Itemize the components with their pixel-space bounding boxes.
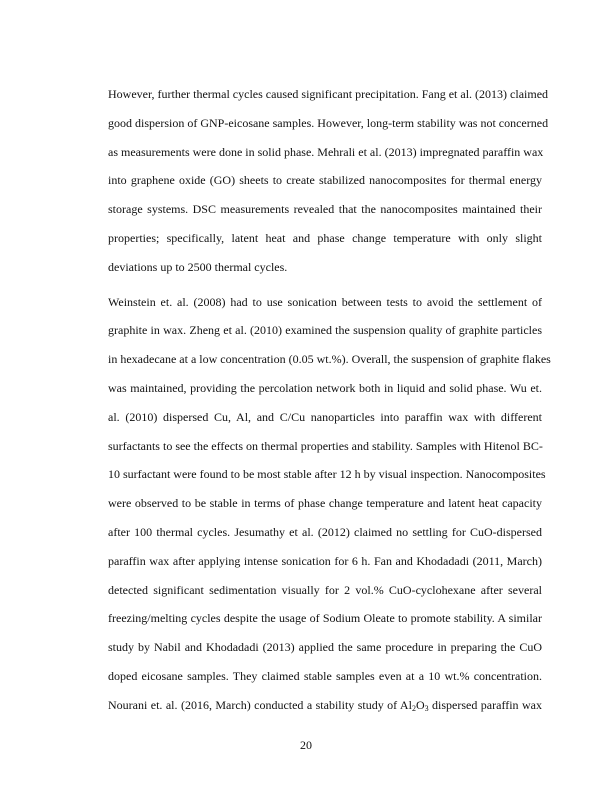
text-segment: Nourani et. al. (2016, March) conducted a stability study of Al (108, 697, 412, 712)
text-line: good dispersion of GNP-eicosane samples. However, long-term stability was not concerned (108, 115, 549, 130)
page-number: 20 (300, 738, 312, 752)
text-line: after 100 thermal cycles. Jesumathy et al. (2012) claimed no settling for CuO-dispersed (108, 524, 542, 539)
text-segment: dispersed paraffin wax (428, 697, 542, 712)
text-line: al. (2010) dispersed Cu, Al, and C/Cu nanoparticles into paraffin wax with different (108, 409, 542, 424)
text-line: storage systems. DSC measurements revealed that the nanocomposites maintained their (108, 202, 542, 217)
text-line: detected significant sedimentation visually for 2 vol.% CuO-cyclohexane after several (108, 582, 542, 597)
text-line: doped eicosane samples. They claimed stable samples even at a 10 wt.% concentration. (108, 668, 542, 683)
text-line: However, further thermal cycles caused significant precipitation. Fang et al. (2013) claimed (108, 87, 549, 101)
body-text (108, 80, 551, 720)
text-line: deviations up to 2500 thermal cycles. (108, 259, 288, 274)
text-line: properties; specifically, latent heat and phase change temperature with only slight (108, 230, 542, 245)
text-line: in hexadecane at a low concentration (0.05 wt.%). Overall, the suspension of graphite flakes (108, 352, 551, 367)
text-line: 10 surfactant were found to be most stable after 12 h by visual inspection. Nanocomposites (108, 467, 546, 482)
text-line: were observed to be stable in terms of phase change temperature and latent heat capacity (108, 496, 542, 511)
text-line: Weinstein et. al. (2008) had to use sonication between tests to avoid the settlement of (108, 294, 542, 309)
text-line: freezing/melting cycles despite the usage of Sodium Oleate to promote stability. A similar (108, 611, 542, 626)
text-line: into graphene oxide (GO) sheets to create stabilized nanocomposites for thermal energy (108, 173, 542, 188)
paragraph-2 (108, 288, 551, 720)
text-segment: O (415, 697, 425, 712)
text-line: as measurements were done in solid phase. Mehrali et al. (2013) impregnated paraffin wax (108, 144, 544, 159)
text-line: graphite in wax. Zheng et al. (2010) examined the suspension quality of graphite particles (108, 323, 542, 338)
text-line-with-formula (108, 691, 542, 720)
subscript: 2 (411, 703, 416, 713)
subscript: 3 (424, 703, 429, 713)
text-line: was maintained, providing the percolation network both in liquid and solid phase. Wu et. (108, 380, 542, 395)
text-line: surfactants to see the effects on thermal properties and stability. Samples with Hitenol BC- (108, 438, 543, 453)
paragraph-1 (108, 80, 549, 282)
text-line: paraffin wax after applying intense sonication for 6 h. Fan and Khodadadi (2011, March) (108, 553, 542, 568)
text-line: study by Nabil and Khodadadi (2013) applied the same procedure in preparing the CuO (108, 640, 542, 655)
